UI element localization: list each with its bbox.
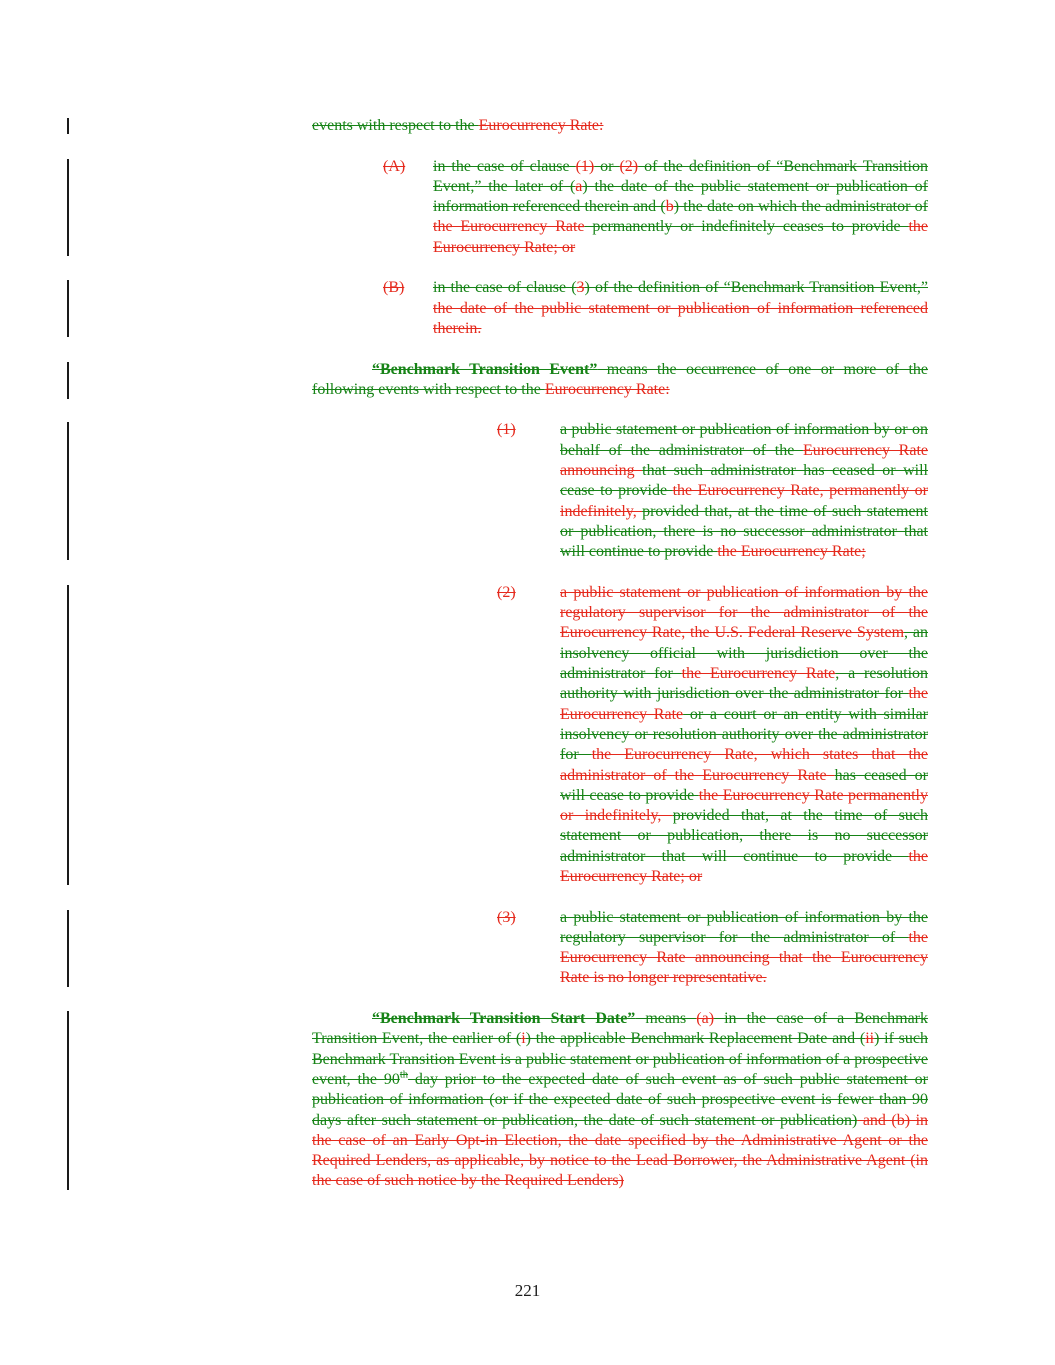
text-run: Eurocurrency Rate: [478, 117, 604, 134]
text-run: means the occurrence of one or more of the following events with respect to the [312, 360, 929, 398]
clause-label: (1) [497, 421, 516, 439]
text-run: (1) [575, 157, 595, 175]
clause-label: (3) [497, 908, 516, 926]
text-run: ) the date of the public statement or publication of information referenced therein and ( [433, 177, 929, 216]
text-run: ii [865, 1030, 875, 1048]
text-run: ) if such Benchmark Transition Event is a public statement or publication of information of a prospective event, the 90 [312, 1030, 929, 1088]
change-bar [67, 159, 69, 256]
text-run: the Eurocurrency Rate; [717, 543, 866, 561]
text-run: the Eurocurrency Rate announcing that the Eurocurrency Rate is no longer representative. [560, 928, 928, 987]
text-run: provided that, at the time of such statement or publication, there is no successor administrator that will continue to provide [560, 807, 929, 865]
text-run: in the case of clause ( [433, 279, 577, 297]
text-run: th [399, 1069, 409, 1081]
change-bar [67, 280, 69, 337]
text-run: Eurocurrency Rate announcing [560, 441, 928, 480]
text-run: a public statement or publication of information by the regulatory supervisor for the administrator of the Eurocurrency Rate, the U.S. Federal Reserve System [560, 583, 928, 642]
text-run: provided that, at the time of such statement or publication, there is no successor administrator that will continue to provide [560, 502, 929, 561]
definition-benchmark-transition-event [312, 360, 928, 401]
text-run: , an insolvency official with jurisdiction over the administrator for [560, 624, 928, 683]
text-run: a public statement or publication of information by the regulatory supervisor for the administrator of [560, 908, 928, 946]
text-run: means [635, 1010, 697, 1028]
text-run: “Benchmark Transition Start Date” [372, 1010, 636, 1028]
text-run: permanently or indefinitely ceases to provide [584, 218, 909, 236]
change-bar [67, 910, 69, 987]
text-run: and (b) in the case of an Early Opt-in Election, the date specified by the Administrative Agent or the Required Lenders, as applicable, by notice to the Lead Borrower, the Administrative Agent (in the case of such notice by the Required Lenders) [312, 1111, 929, 1190]
clause-label: (B) [383, 279, 405, 297]
text-run: events with respect to the [312, 117, 479, 134]
text-run: ) the date on which the administrator of [673, 198, 928, 216]
text-run: of the definition of “Benchmark Transition Event,” the later of ( [433, 157, 929, 195]
text-run: ) of the definition of “Benchmark Transition Event,” [584, 279, 929, 297]
text-run: the Eurocurrency Rate [560, 685, 928, 723]
clause-a [383, 157, 928, 258]
definition-benchmark-transition-start-date [312, 1009, 928, 1192]
change-bar [67, 362, 69, 399]
text-run: (2) [619, 157, 639, 175]
text-run: the date of the public statement or publication of information referenced therein. [433, 299, 928, 337]
text-run: the Eurocurrency Rate permanently or indefinitely, [560, 786, 928, 825]
clause-b [383, 278, 928, 339]
text-run: 3 [576, 279, 585, 297]
text-run: b [665, 198, 674, 216]
change-bar [67, 118, 69, 134]
document-body [312, 116, 928, 1212]
change-bar [67, 585, 69, 885]
text-run: in the case of a Benchmark Transition Event, the earlier of ( [312, 1010, 929, 1048]
text-run: in the case of clause [433, 157, 576, 175]
text-run: “Benchmark Transition Event” [372, 360, 598, 378]
change-bar [67, 422, 69, 560]
text-run: has ceased or will cease to provide [560, 766, 928, 804]
text-run: the Eurocurrency Rate, which states that the administrator of the Eurocurrency Rate [560, 746, 928, 784]
clause-label: (2) [497, 583, 516, 601]
text-run: the Eurocurrency Rate; or [560, 847, 928, 885]
text-run: the Eurocurrency Rate [681, 665, 836, 683]
text-run: or [594, 157, 620, 175]
text-run: the Eurocurrency Rate; or [433, 218, 929, 256]
text-run: i [521, 1030, 526, 1048]
text-run: day prior to the expected date of such event as of such public statement or publication of information (or if the expected date of such prospective event is fewer than 90 days after such statement or publication, the date of such statement or publication) [312, 1070, 928, 1129]
text-run: the Eurocurrency Rate, permanently or indefinitely, [560, 482, 928, 520]
text-run: , a resolution authority with jurisdiction over the administrator for [560, 665, 929, 703]
clause-1 [497, 420, 928, 562]
text-run: that such administrator has ceased or will cease to provide [560, 462, 928, 500]
text-run: the Eurocurrency Rate [433, 218, 585, 236]
text-run: Eurocurrency Rate: [544, 380, 670, 398]
clause-2 [497, 583, 928, 887]
text-run: ) the applicable Benchmark Replacement Date and ( [525, 1030, 866, 1048]
paragraph-intro [312, 116, 928, 136]
change-bar [67, 1011, 69, 1190]
text-run: a public statement or publication of information by or on behalf of the administrator of the [560, 421, 928, 459]
clause-3 [497, 908, 928, 989]
text-run: (a) [696, 1010, 715, 1028]
page-number: 221 [514, 1281, 541, 1300]
text-run: a [575, 177, 583, 195]
clause-label: (A) [383, 157, 406, 175]
text-run: or a court or an entity with similar insolvency or resolution authority over the administrator for [560, 705, 928, 764]
